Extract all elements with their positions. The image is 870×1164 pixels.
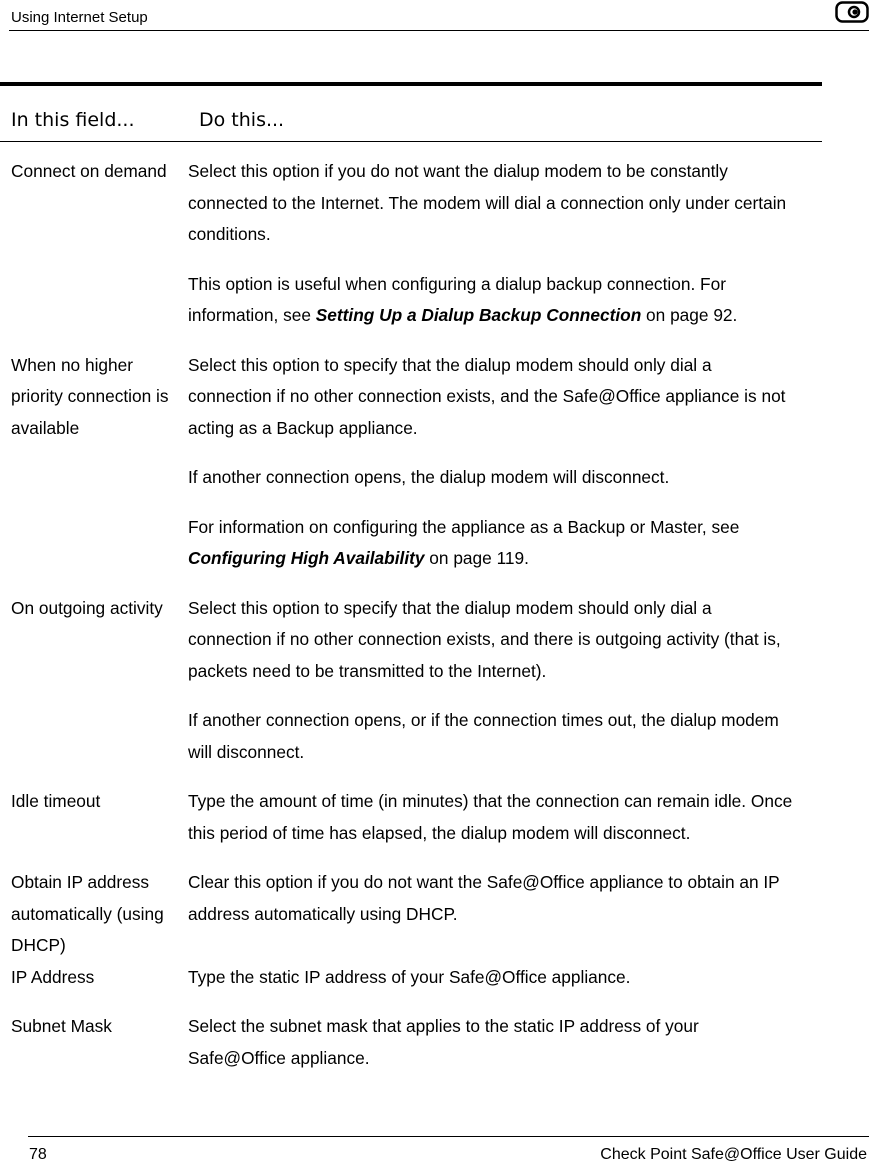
header-title: Using Internet Setup: [11, 9, 148, 26]
cross-reference-link: Configuring High Availability: [188, 548, 425, 568]
check-point-logo-icon: [835, 1, 869, 23]
field-description: [188, 1011, 798, 1092]
field-name: Connect on demand: [11, 161, 167, 181]
page-footer: [28, 1136, 869, 1163]
field-name: Idle timeout: [11, 791, 101, 811]
field-description: [188, 350, 798, 593]
field-description-table: [0, 82, 822, 1092]
table-header: [0, 86, 822, 142]
description-paragraph: If another connection opens, the dialup modem will disconnect.: [188, 467, 670, 487]
table-body: [0, 142, 822, 1092]
field-description: [188, 156, 798, 350]
field-description: [188, 867, 798, 962]
field-name: When no higher priority connection is available: [11, 354, 169, 438]
column-header-field: In this field...: [11, 109, 135, 131]
description-paragraph: Clear this option if you do not want the Safe@Office appliance to obtain an IP address automatically using DHCP.: [188, 872, 780, 924]
guide-title: Check Point Safe@Office User Guide: [600, 1146, 867, 1163]
description-paragraph: For information on configuring the appliance as a Backup or Master, see Configuring High Availability on page 119.: [188, 516, 740, 568]
cross-reference-link: Setting Up a Dialup Backup Connection: [315, 305, 642, 325]
field-name: IP Address: [11, 966, 95, 987]
description-paragraph: Select this option if you do not want the dialup modem to be constantly connected to the Internet. The modem will dial a connection only under certain conditions.: [188, 161, 787, 244]
field-description: [188, 593, 798, 787]
table-row: [0, 867, 822, 962]
field-name: Subnet Mask: [11, 1016, 112, 1036]
column-header-action: Do this...: [199, 109, 285, 131]
page-number: 78: [29, 1146, 47, 1163]
table-row: [0, 962, 822, 1012]
table-row: [0, 593, 822, 787]
field-name: On outgoing activity: [11, 597, 163, 618]
description-paragraph: Select this option to specify that the dialup modem should only dial a connection if no other connection exists, and the Safe@Office appliance is not acting as a Backup appliance.: [188, 354, 786, 438]
table-row: [0, 786, 822, 867]
description-paragraph: Type the amount of time (in minutes) that the connection can remain idle. Once this period of time has elapsed, the dialup modem will disconnect.: [188, 791, 793, 843]
description-paragraph: Select the subnet mask that applies to the static IP address of your Safe@Office appliance.: [188, 1016, 699, 1068]
table-row: [0, 1011, 822, 1092]
description-paragraph: This option is useful when configuring a dialup backup connection. For information, see Setting Up a Dialup Backup Connection on page 92.: [188, 273, 738, 325]
field-description: [188, 786, 798, 867]
description-paragraph: Type the static IP address of your Safe@Office appliance.: [188, 966, 631, 987]
description-paragraph: If another connection opens, or if the connection times out, the dialup modem will disconnect.: [188, 710, 779, 762]
description-paragraph: Select this option to specify that the dialup modem should only dial a connection if no other connection exists, and there is outgoing activity (that is, packets need to be transmitted to the Internet).: [188, 597, 781, 681]
page-header: [9, 6, 869, 31]
table-row: [0, 156, 822, 350]
field-description: [188, 962, 798, 1012]
field-name: Obtain IP address automatically (using DHCP): [11, 872, 164, 955]
table-row: [0, 350, 822, 593]
